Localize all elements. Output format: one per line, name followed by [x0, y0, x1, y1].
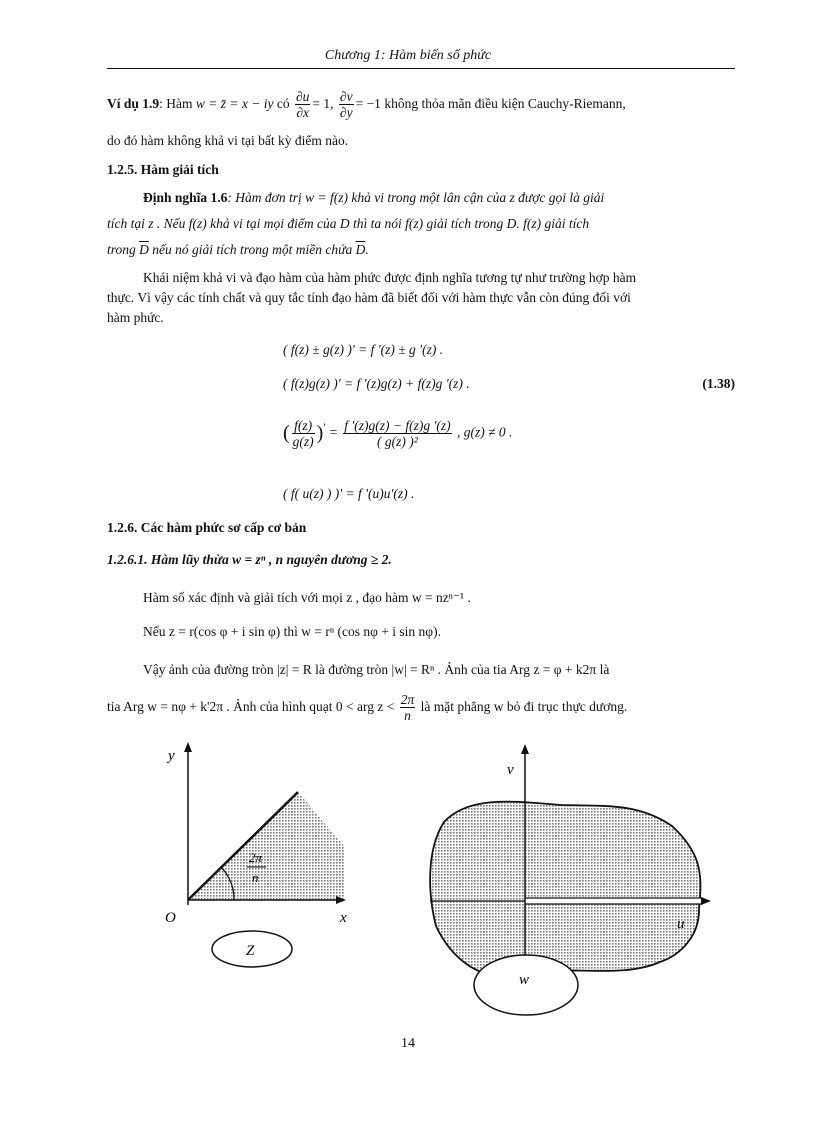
section-1-2-6-1-title: 1.2.6.1. Hàm lũy thừa w = zⁿ , n nguyên dương ≥ 2. [107, 552, 392, 567]
example-rest: không thỏa mãn điều kiện Cauchy-Riemann, [384, 96, 626, 111]
equation-product-rule: ( f(z)g(z) )' = f '(z)g(z) + f(z)g '(z) . [283, 376, 470, 391]
z-plane-label: Z [246, 943, 255, 959]
dx: ∂x [296, 105, 310, 121]
quotient-condition: , g(z) ≠ 0 . [457, 424, 513, 440]
du-dx-fraction [295, 89, 310, 120]
def-closure-d2: $\overline{D}$ [355, 242, 366, 257]
w-plane-label: w [519, 972, 530, 988]
w-plane-region [430, 802, 700, 977]
page-number: 14 [401, 1036, 415, 1051]
u-axis-arrow-icon [701, 897, 711, 905]
para2-line3: Vậy ảnh của đường tròn |z| = R là đường tròn |w| = Rⁿ . Ảnh của tia Arg z = φ + k2π là [143, 662, 610, 677]
equation-quotient-rule: ( $\frac{f(z)}{g(z)}$ )' = $\frac{f '(z)g(z) - f(z)g '(z)}{\text{( g(z) )²}}$ , g(z) ≠ 0 . [283, 418, 513, 449]
quotient-rhs-num: f '(z)g(z) − f(z)g '(z) [344, 418, 451, 433]
def-closure-d: $\overline{D}$ [139, 242, 149, 257]
v-label: v [507, 762, 514, 778]
sector-angle-num: 2π [400, 692, 415, 708]
example-co: có [276, 96, 290, 111]
y-axis-arrow-icon [184, 742, 192, 752]
example-1-9 [107, 87, 735, 121]
para1-line3: hàm phức. [107, 310, 164, 325]
definition-text1: : Hàm đơn trị w = f(z) khả vi trong một lân cận của z được gọi là giải [227, 190, 605, 205]
du: ∂u [295, 89, 310, 105]
definition-line1 [143, 188, 735, 208]
angle-label-den: n [252, 870, 259, 885]
y-label: y [168, 748, 175, 764]
quotient-num: f(z) [292, 418, 315, 434]
para1-line2: thực. Vì vậy các tính chất và quy tắc tính đạo hàm đã biết đối với hàm thực vẫn còn đúng đối với [107, 290, 631, 305]
angle-label-num: 2π [249, 850, 263, 865]
para2-l4a: tia Arg w = nφ + k'2π . Ảnh của hình quạt 0 < arg z < [107, 699, 395, 714]
dy: ∂y [339, 105, 353, 121]
para2-l4b: là mặt phẳng w bỏ đi trục thực dương. [420, 699, 628, 714]
equation-chain-rule: ( f( u(z) ) )' = f '(u)u'(z) . [283, 486, 415, 501]
v-axis-arrow-icon [521, 744, 529, 754]
def-dot: . [365, 242, 369, 257]
eq2: = −1 [355, 96, 381, 111]
quotient-rhs-den: ( g(z) )² [377, 434, 418, 449]
power-function-figure [0, 730, 816, 1030]
eq1: = 1, [312, 96, 334, 111]
dv-dy-fraction [339, 89, 354, 120]
quotient-den: g(z) [292, 434, 314, 449]
x-label: x [340, 910, 347, 926]
origin-label: O [165, 910, 176, 926]
example-line2: do đó hàm không khả vi tại bất kỳ điểm nào. [107, 133, 349, 148]
sector-region [188, 792, 344, 900]
definition-label: Định nghĩa 1.6 [143, 190, 228, 205]
u-label: u [677, 916, 685, 932]
definition-line3 [107, 240, 735, 260]
para2-line2: Nếu z = r(cos φ + i sin φ) thì w = rⁿ (cos nφ + i sin nφ). [143, 624, 441, 639]
section-1-2-5-title: 1.2.5. Hàm giải tích [107, 162, 219, 177]
para2-line4 [107, 690, 735, 724]
cut-slit [525, 898, 703, 904]
running-header: Chương 1: Hàm biến số phức [324, 48, 492, 63]
section-1-2-6-title: 1.2.6. Các hàm phức sơ cấp cơ bản [107, 520, 307, 535]
def-text3: nếu nó giải tích trong một miền chứa [152, 242, 353, 257]
definition-line2: tích tại z . Nếu f(z) khả vi tại mọi điểm của D thì ta nói f(z) giải tích trong D. f(z) giải tích [107, 216, 590, 231]
para2-line1: Hàm số xác định và giải tích với mọi z , đạo hàm w = nzⁿ⁻¹ . [143, 590, 471, 605]
sector-angle-den: n [404, 708, 411, 724]
para1-line1: Khái niệm khả vi và đạo hàm của hàm phức được định nghĩa tương tự như trường hợp hàm [143, 270, 637, 285]
header-rule [107, 68, 735, 69]
equation-sum-rule: ( f(z) ± g(z) )' = f '(z) ± g '(z) . [283, 342, 444, 357]
equation-number: (1.38) [702, 376, 735, 391]
example-formula: w = z̄ = x − iy [195, 96, 274, 111]
dv: ∂v [339, 89, 353, 105]
def-trong: trong [107, 242, 136, 257]
example-label: Ví dụ 1.9 [107, 96, 160, 111]
example-intro: : Hàm [159, 96, 193, 111]
